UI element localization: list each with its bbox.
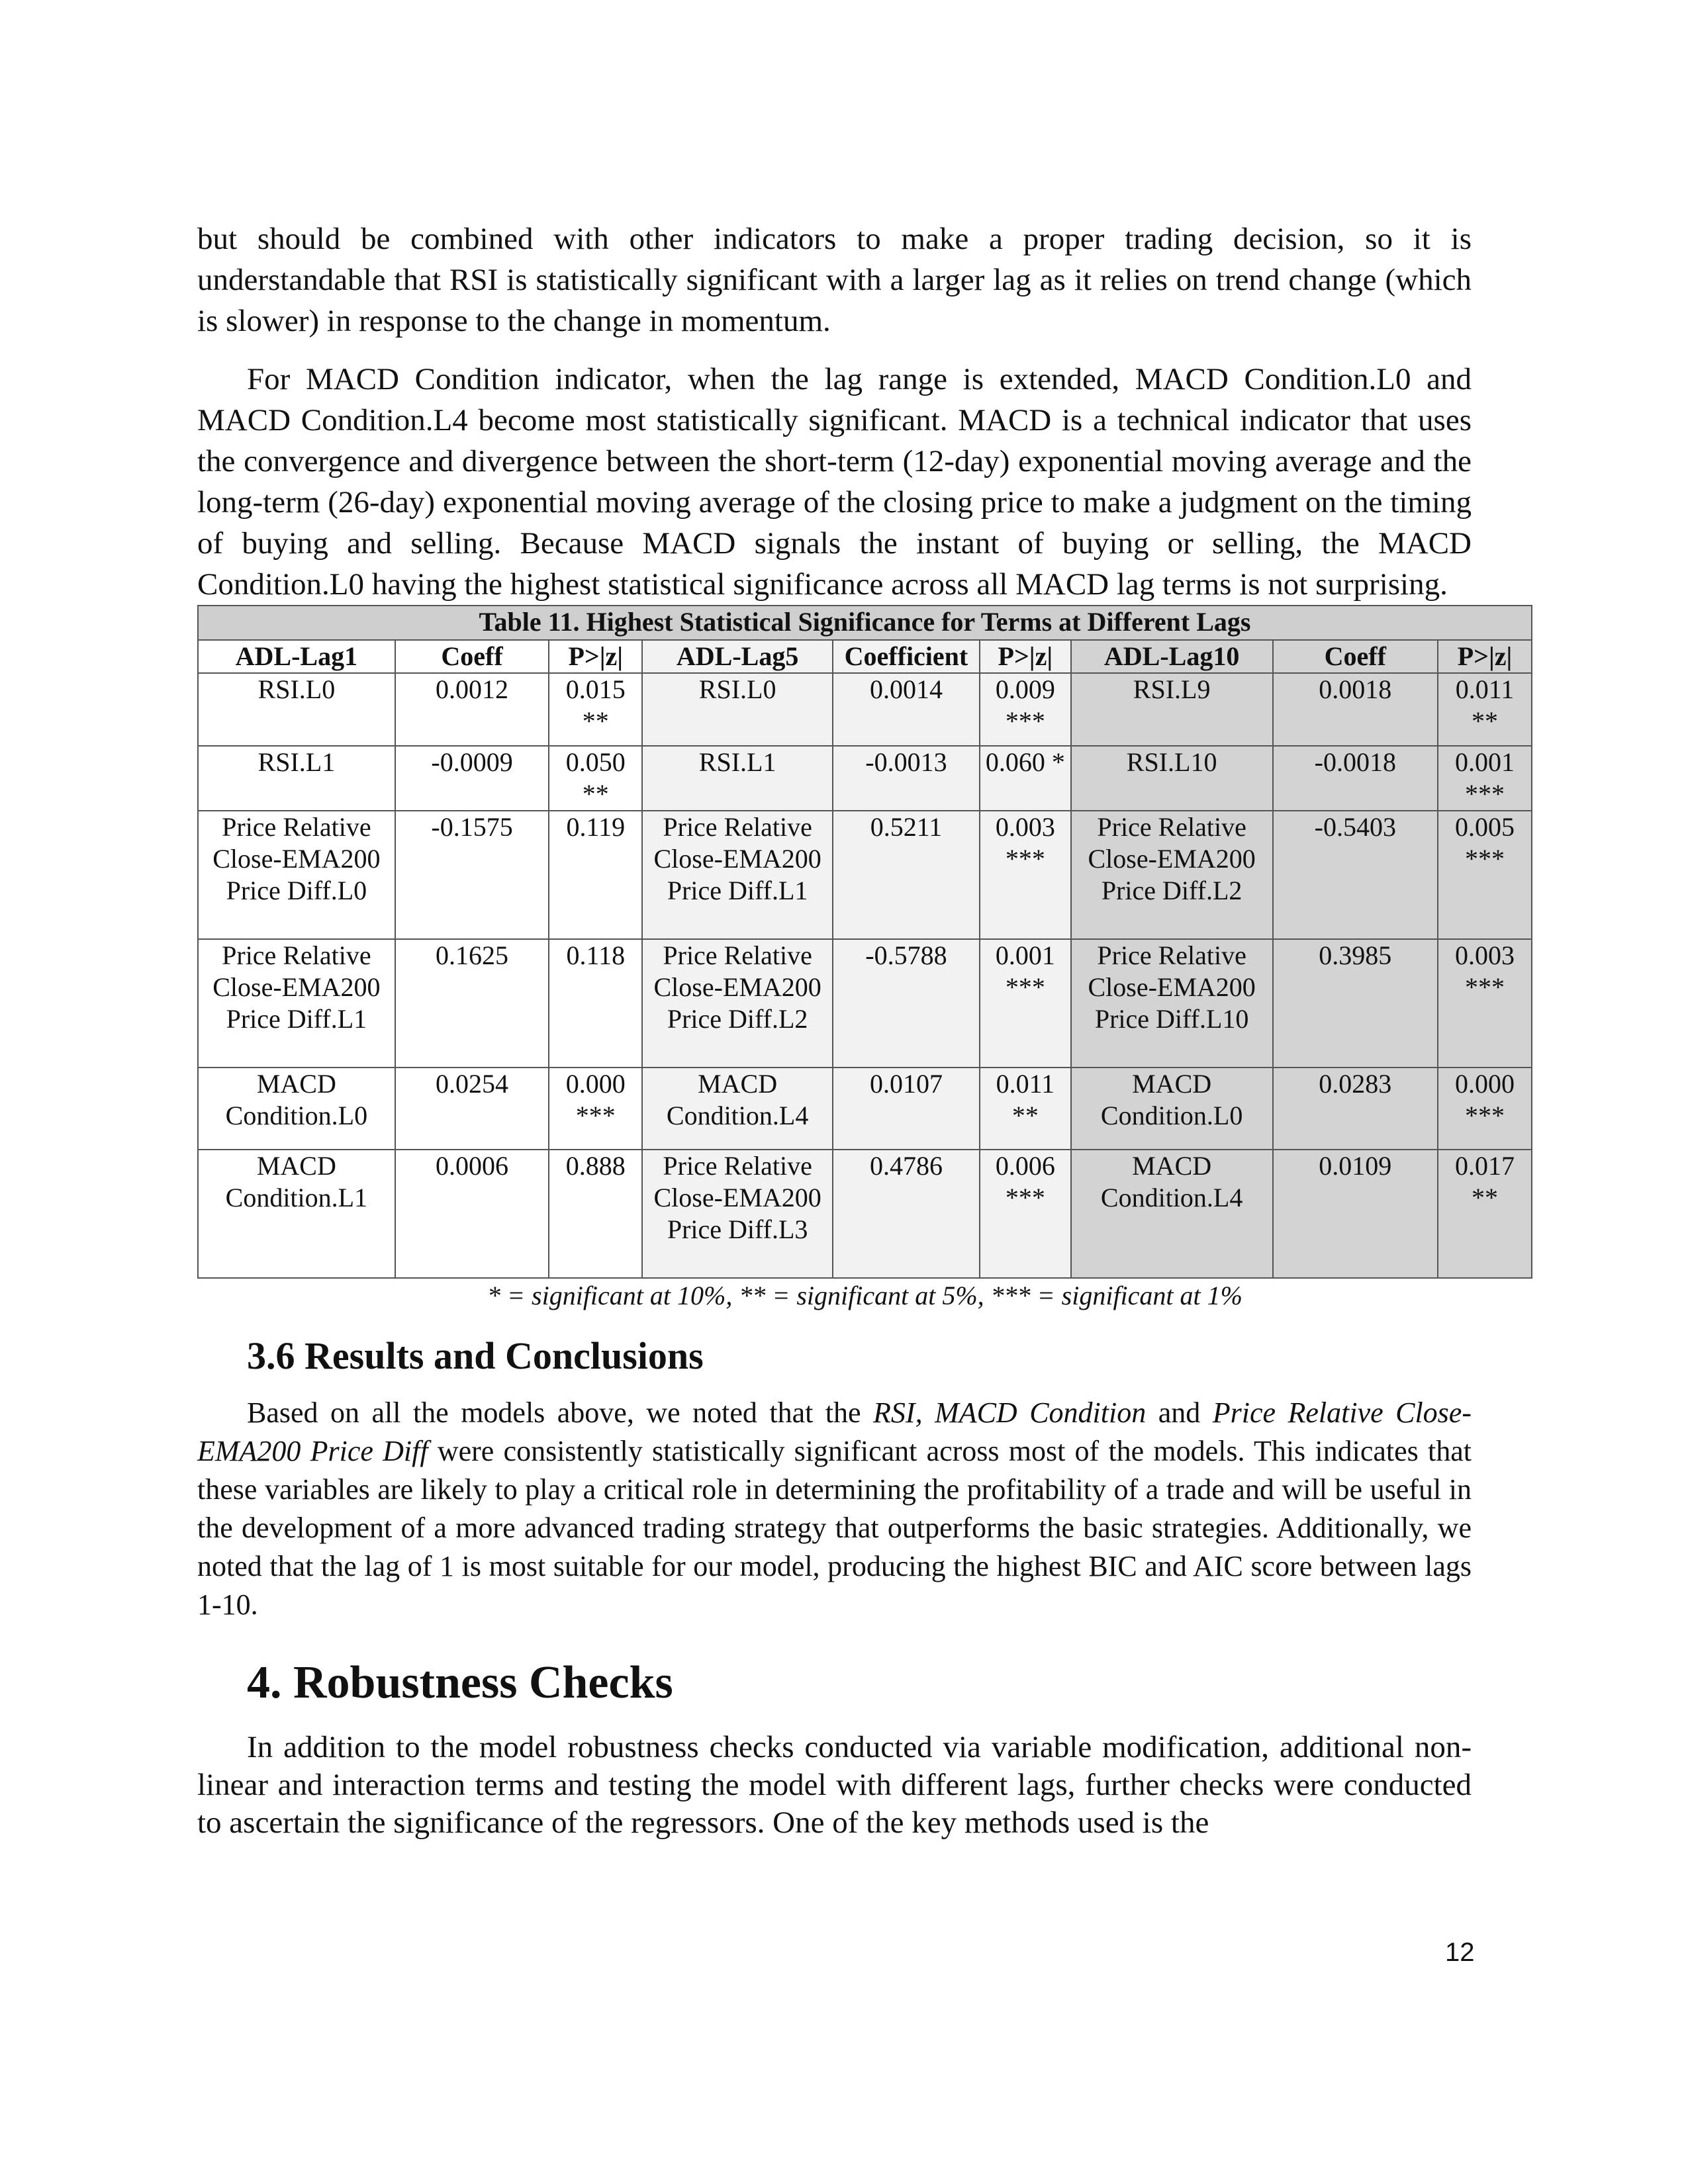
table-cell: RSI.L0	[642, 673, 833, 746]
table-cell: Price Relative Close-EMA200 Price Diff.L2	[1071, 811, 1273, 939]
table-cell: Price Relative Close-EMA200 Price Diff.L0	[198, 811, 395, 939]
header-cell: ADL-Lag5	[642, 640, 833, 673]
table-cell: 0.0018	[1273, 673, 1438, 746]
table-row	[198, 811, 1532, 939]
table-cell: 0.888	[549, 1150, 642, 1278]
header-cell: ADL-Lag1	[198, 640, 395, 673]
table-cell: MACD Condition.L4	[642, 1068, 833, 1150]
table-cell: Price Relative Close-EMA200 Price Diff.L3	[642, 1150, 833, 1278]
paragraph-macd: For MACD Condition indicator, when the lag range is extended, MACD Condition.L0 and MACD Condition.L4 become most statistically significant. MACD is a technical indicator that uses the convergence and divergence between the short-term (12-day) exponential moving average and the long-term (26-day) exponential moving average of the closing price to make a judgment on the timing of buying and selling. Because MACD signals the instant of buying or selling, the MACD Condition.L0 having the highest statistical significance across all MACD lag terms is not surprising.	[197, 362, 1472, 602]
table-cell: Price Relative Close-EMA200 Price Diff.L2	[642, 939, 833, 1068]
header-cell: Coeff	[395, 640, 549, 673]
significance-table	[197, 605, 1532, 1279]
results-text-b: and	[1146, 1396, 1213, 1429]
table-cell: Price Relative Close-EMA200 Price Diff.L1	[642, 811, 833, 939]
table-cell: 0.015 **	[549, 673, 642, 746]
table-cell: 0.003 ***	[1438, 939, 1532, 1068]
table-cell: RSI.L10	[1071, 746, 1273, 811]
table-cell: 0.011 **	[980, 1068, 1071, 1150]
header-cell: P>|z|	[1438, 640, 1532, 673]
table-cell: 0.1625	[395, 939, 549, 1068]
results-italic-a: RSI, MACD Condition	[873, 1396, 1147, 1429]
table-cell: 0.001 ***	[1438, 746, 1532, 811]
table-cell: MACD Condition.L4	[1071, 1150, 1273, 1278]
table-cell: MACD Condition.L0	[1071, 1068, 1273, 1150]
page-number: 12	[1445, 1938, 1475, 1967]
table-cell: -0.5403	[1273, 811, 1438, 939]
table-cell: 0.060 *	[980, 746, 1071, 811]
table-cell: 0.3985	[1273, 939, 1438, 1068]
table-cell: 0.0109	[1273, 1150, 1438, 1278]
table-cell: 0.0283	[1273, 1068, 1438, 1150]
table-cell: RSI.L9	[1071, 673, 1273, 746]
table-cell: 0.5211	[833, 811, 980, 939]
results-italic-b: Price Relative Close-EMA200 Price Diff	[197, 1396, 1472, 1467]
table-row	[198, 1150, 1532, 1278]
table-cell: 0.001 ***	[980, 939, 1071, 1068]
results-text-a: Based on all the models above, we noted that the	[247, 1396, 874, 1429]
table-cell: Price Relative Close-EMA200 Price Diff.L1	[198, 939, 395, 1068]
table-cell: 0.005 ***	[1438, 811, 1532, 939]
table-cell: MACD Condition.L0	[198, 1068, 395, 1150]
table-cell: 0.4786	[833, 1150, 980, 1278]
section-heading-robustness: 4. Robustness Checks	[247, 1657, 673, 1708]
table-cell: MACD Condition.L1	[198, 1150, 395, 1278]
table-header-row	[198, 640, 1532, 673]
table-cell: 0.050 **	[549, 746, 642, 811]
table-cell: -0.0009	[395, 746, 549, 811]
table-cell: -0.0013	[833, 746, 980, 811]
table-cell: 0.119	[549, 811, 642, 939]
table-cell: RSI.L1	[198, 746, 395, 811]
table-cell: -0.1575	[395, 811, 549, 939]
table-cell: -0.0018	[1273, 746, 1438, 811]
section-heading-results: 3.6 Results and Conclusions	[247, 1334, 704, 1377]
table-cell: 0.006 ***	[980, 1150, 1071, 1278]
paragraph-results	[197, 1394, 1472, 1624]
paragraph-rsi: but should be combined with other indicators to make a proper trading decision, so it is understandable that RSI is statistically significant with a larger lag as it relies on trend change (which is slower) in response to the change in momentum.	[197, 222, 1472, 338]
table-row	[198, 746, 1532, 811]
table-cell: 0.003 ***	[980, 811, 1071, 939]
header-cell: Coeff	[1273, 640, 1438, 673]
table-cell: 0.0254	[395, 1068, 549, 1150]
table-row	[198, 1068, 1532, 1150]
table-cell: 0.0006	[395, 1150, 549, 1278]
table-cell: 0.0014	[833, 673, 980, 746]
table-row	[198, 673, 1532, 746]
table-cell: RSI.L1	[642, 746, 833, 811]
table-cell: 0.0012	[395, 673, 549, 746]
table-cell: Price Relative Close-EMA200 Price Diff.L10	[1071, 939, 1273, 1068]
table-body	[198, 673, 1532, 1278]
table-cell: 0.0107	[833, 1068, 980, 1150]
header-cell: P>|z|	[549, 640, 642, 673]
table-cell: 0.017 **	[1438, 1150, 1532, 1278]
page-content	[197, 218, 1515, 1842]
table-cell: 0.118	[549, 939, 642, 1068]
table-cell: -0.5788	[833, 939, 980, 1068]
table-row	[198, 939, 1532, 1068]
table-cell: 0.000 ***	[1438, 1068, 1532, 1150]
results-text-c: were consistently statistically significant across most of the models. This indicates that these variables are likely to play a critical role in determining the profitability of a trade and will be useful in the development of a more advanced trading strategy that outperforms the basic strategies. Additionally, we noted that the lag of 1 is most suitable for our model, producing the highest BIC and AIC score between lags 1-10.	[197, 1435, 1472, 1621]
header-cell: Coefficient	[833, 640, 980, 673]
table-caption: Table 11. Highest Statistical Significance for Terms at Different Lags	[198, 606, 1532, 640]
table-footnote: * = significant at 10%, ** = significant at 5%, *** = significant at 1%	[487, 1281, 1243, 1310]
header-cell: ADL-Lag10	[1071, 640, 1273, 673]
table-cell: RSI.L0	[198, 673, 395, 746]
table-cell: 0.009 ***	[980, 673, 1071, 746]
paragraph-robustness: In addition to the model robustness checks conducted via variable modification, additional non-linear and interaction terms and testing the model with different lags, further checks were conducted to ascertain the significance of the regressors. One of the key methods used is the	[197, 1730, 1472, 1840]
table-cell: 0.000 ***	[549, 1068, 642, 1150]
table-cell: 0.011 **	[1438, 673, 1532, 746]
header-cell: P>|z|	[980, 640, 1071, 673]
